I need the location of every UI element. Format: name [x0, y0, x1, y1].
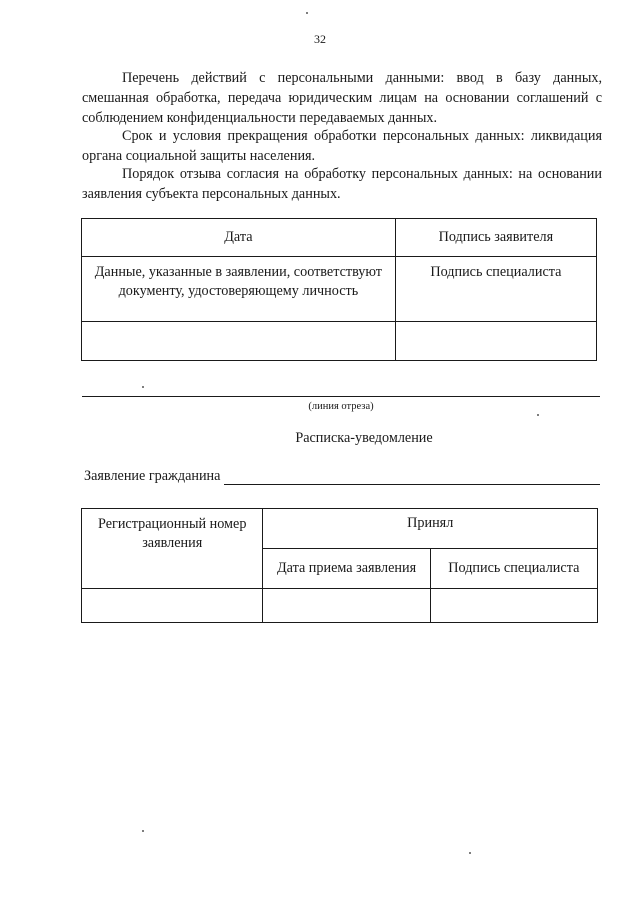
table-row — [82, 257, 597, 322]
consent-table — [81, 218, 597, 361]
specialist-signature-cell: Подпись специалиста — [395, 257, 596, 322]
paragraph-withdrawal: Порядок отзыва согласия на обработку персональных данных: на основании заявления субъекта персональных данных. — [82, 166, 602, 202]
scan-speck — [142, 830, 144, 832]
empty-cell — [82, 589, 263, 623]
citizen-application-blank-line — [224, 470, 600, 485]
empty-cell — [395, 322, 596, 361]
receipt-table — [81, 508, 598, 623]
paragraph-actions: Перечень действий с персональными данными: ввод в базу данных, смешанная обработка, передача юридическим лицам на основании соглашений с соблюдением конфиденциальности передаваемых данных. — [82, 70, 602, 126]
cut-line-label: (линия отреза) — [308, 401, 374, 412]
paragraph-termination: Срок и условия прекращения обработки персональных данных: ликвидация органа социальной защиты населения. — [82, 128, 602, 164]
table-row — [82, 509, 598, 549]
cut-line — [82, 396, 600, 397]
specialist-signature-header: Подпись специалиста — [430, 549, 597, 589]
date-received-header: Дата приема заявления — [263, 549, 430, 589]
citizen-application-label: Заявление гражданина — [84, 468, 221, 484]
reg-number-header: Регистрационный номер заявления — [82, 509, 263, 589]
scan-speck — [142, 386, 144, 388]
scan-speck — [537, 414, 539, 416]
table-row — [82, 589, 598, 623]
empty-cell — [82, 322, 396, 361]
table-row — [82, 322, 597, 361]
empty-cell — [263, 589, 430, 623]
page-number: 32 — [314, 32, 326, 46]
applicant-signature-cell: Подпись заявителя — [395, 219, 596, 257]
empty-cell — [430, 589, 597, 623]
table-row — [82, 219, 597, 257]
citizen-application-row — [84, 468, 600, 485]
data-verification-cell: Данные, указанные в заявлении, соответствуют документу, удостоверяющему личность — [82, 257, 396, 322]
scan-speck — [469, 852, 471, 854]
accepted-header: Принял — [263, 509, 598, 549]
receipt-title: Расписка-уведомление — [295, 430, 433, 446]
date-cell: Дата — [82, 219, 396, 257]
scan-speck — [306, 12, 308, 14]
